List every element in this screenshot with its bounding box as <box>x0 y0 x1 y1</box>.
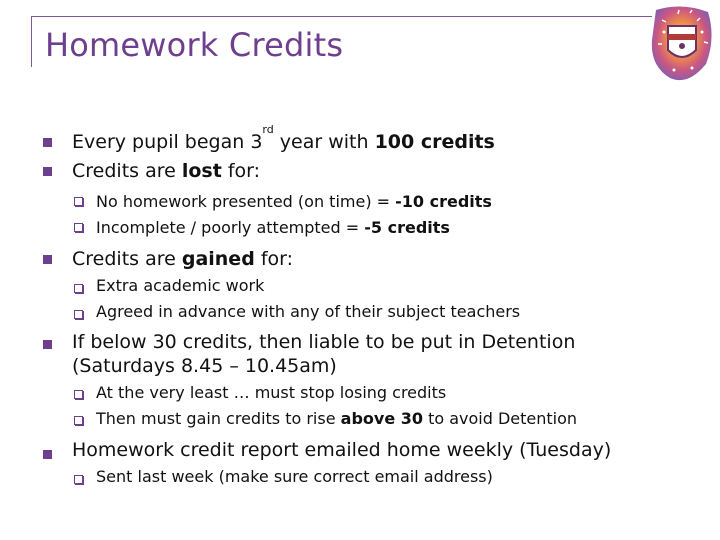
bullet-item <box>72 247 293 271</box>
sub-bullet-item <box>96 276 264 296</box>
bullet-item: Every pupil began 3 rd year with 100 credits <box>72 123 495 153</box>
sub-bullet-item <box>96 467 493 487</box>
sub-bullet-text: Sent last week (make sure correct email address) <box>96 467 493 486</box>
bullet-text: Every pupil began 3 <box>72 131 263 153</box>
sub-bullet-item <box>96 218 450 238</box>
sub-bullet-bold: above 30 <box>340 409 423 428</box>
sub-bullet-text: Agreed in advance with any of their subject teachers <box>96 302 521 321</box>
bullet-text: (Saturdays 8.45 – 10.45am) <box>72 355 337 377</box>
bullet-text: for: <box>221 160 261 182</box>
bullet-bold: gained <box>181 248 255 270</box>
sub-bullet-item <box>96 409 577 429</box>
bullet-square-icon <box>43 138 52 147</box>
school-crest-icon <box>648 4 716 84</box>
sub-bullet-text: Then must gain credits to rise <box>96 409 341 428</box>
bullet-text: Homework credit report emailed home weekly (Tuesday) <box>72 439 612 461</box>
bullet-item <box>72 330 575 378</box>
bullet-text: Credits are <box>72 248 182 270</box>
bullet-text: If below 30 credits, then liable to be put in Detention <box>72 331 576 353</box>
sub-bullet-text: Incomplete / poorly attempted = <box>96 218 365 237</box>
bullet-square-icon <box>43 450 52 459</box>
bullet-square-icon <box>43 340 52 349</box>
sub-bullet-box-icon <box>74 416 83 425</box>
sub-bullet-box-icon <box>74 390 83 399</box>
sub-bullet-item <box>96 192 492 212</box>
sub-bullet-box-icon <box>74 310 83 319</box>
sub-bullet-box-icon <box>74 284 83 293</box>
sub-bullet-text: Extra academic work <box>96 276 265 295</box>
bullet-text: Credits are <box>72 160 182 182</box>
sub-bullet-bold: -5 credits <box>364 218 450 237</box>
sub-bullet-box-icon <box>74 475 83 484</box>
sub-bullet-bold: -10 credits <box>395 192 492 211</box>
bullet-bold: 100 credits <box>374 131 495 153</box>
sub-bullet-item <box>96 302 520 322</box>
bullet-item <box>72 159 260 183</box>
sub-bullet-text: At the very least … must stop losing credits <box>96 383 447 402</box>
bullet-item <box>72 438 611 462</box>
bullet-bold: lost <box>181 160 222 182</box>
bullet-text: year with <box>273 131 375 153</box>
sub-bullet-box-icon <box>74 197 83 206</box>
sub-bullet-text: No homework presented (on time) = <box>96 192 396 211</box>
sub-bullet-text: to avoid Detention <box>423 409 578 428</box>
slide-title: Homework Credits <box>45 26 344 64</box>
bullet-square-icon <box>43 167 52 176</box>
sub-bullet-item <box>96 383 446 403</box>
bullet-square-icon <box>43 255 52 264</box>
sub-bullet-box-icon <box>74 223 83 232</box>
bullet-text: for: <box>254 248 294 270</box>
